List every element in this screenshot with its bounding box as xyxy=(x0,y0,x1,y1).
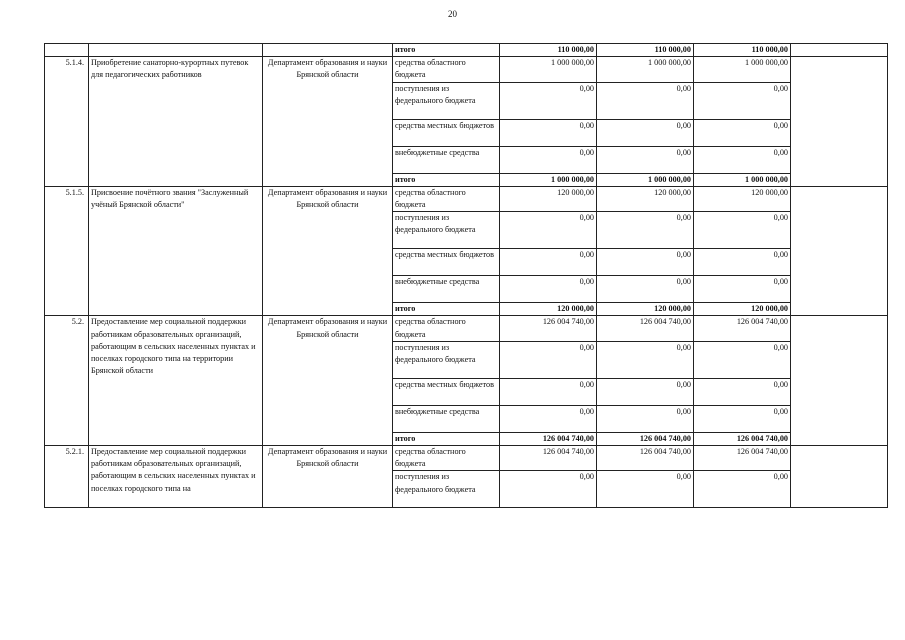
source-label: средства областного бюджета xyxy=(393,57,500,82)
table-row xyxy=(45,44,888,57)
value-cell: 0,00 xyxy=(694,82,791,119)
value-cell: 0,00 xyxy=(500,146,597,173)
value-cell: 0,00 xyxy=(694,119,791,146)
value-cell: 1 000 000,00 xyxy=(500,173,597,186)
value-cell: 120 000,00 xyxy=(694,186,791,211)
source-label: поступления из федерального бюджета xyxy=(393,82,500,119)
value-cell: 0,00 xyxy=(500,82,597,119)
item-name: Предоставление мер социальной поддержки работникам образовательных организаций, работающим в сельских населенных пунктах и поселках городского типа на xyxy=(89,446,263,508)
value-cell: 0,00 xyxy=(694,378,791,405)
value-cell: 0,00 xyxy=(500,276,597,303)
source-label: средства областного бюджета xyxy=(393,186,500,211)
department: Департамент образования и науки Брянской области xyxy=(263,186,393,316)
item-number: 5.2.1. xyxy=(45,446,89,508)
value-cell: 1 000 000,00 xyxy=(694,57,791,82)
item-name: Приобретение санаторно-курортных путевок для педагогических работников xyxy=(89,57,263,187)
item-number: 5.1.4. xyxy=(45,57,89,187)
value-cell: 1 000 000,00 xyxy=(500,57,597,82)
source-label: внебюджетные средства xyxy=(393,146,500,173)
item-name: Предоставление мер социальной поддержки работникам образовательных организаций, работающим в сельских населенных пунктах и поселках городского типа на территории Брянской области xyxy=(89,316,263,446)
value-cell: 0,00 xyxy=(597,471,694,508)
source-label: поступления из федерального бюджета xyxy=(393,341,500,378)
source-label: средства местных бюджетов xyxy=(393,378,500,405)
value-cell: 0,00 xyxy=(500,249,597,276)
value-cell: 0,00 xyxy=(500,341,597,378)
value-cell: 0,00 xyxy=(694,249,791,276)
value-cell: 0,00 xyxy=(500,405,597,432)
department: Департамент образования и науки Брянской области xyxy=(263,57,393,187)
budget-table xyxy=(44,43,888,508)
value-cell: 0,00 xyxy=(597,249,694,276)
value-cell: 0,00 xyxy=(597,341,694,378)
source-label: итого xyxy=(393,432,500,445)
source-label: итого xyxy=(393,44,500,57)
value-cell: 126 004 740,00 xyxy=(694,316,791,341)
source-label: внебюджетные средства xyxy=(393,276,500,303)
value-cell: 0,00 xyxy=(500,119,597,146)
value-cell: 0,00 xyxy=(694,471,791,508)
value-cell: 0,00 xyxy=(597,212,694,249)
value-cell: 126 004 740,00 xyxy=(694,432,791,445)
item-number: 5.2. xyxy=(45,316,89,446)
source-label: поступления из федерального бюджета xyxy=(393,471,500,508)
source-label: внебюджетные средства xyxy=(393,405,500,432)
value-cell: 126 004 740,00 xyxy=(500,316,597,341)
value-cell: 110 000,00 xyxy=(597,44,694,57)
department: Департамент образования и науки Брянской области xyxy=(263,446,393,508)
source-label: средства областного бюджета xyxy=(393,316,500,341)
source-label: средства местных бюджетов xyxy=(393,119,500,146)
value-cell: 0,00 xyxy=(597,405,694,432)
value-cell: 120 000,00 xyxy=(597,303,694,316)
value-cell: 0,00 xyxy=(597,146,694,173)
value-cell: 120 000,00 xyxy=(500,303,597,316)
value-cell: 1 000 000,00 xyxy=(597,173,694,186)
value-cell: 0,00 xyxy=(694,212,791,249)
value-cell: 126 004 740,00 xyxy=(597,316,694,341)
value-cell: 0,00 xyxy=(597,378,694,405)
value-cell: 126 004 740,00 xyxy=(694,446,791,471)
value-cell: 0,00 xyxy=(694,276,791,303)
value-cell: 0,00 xyxy=(694,405,791,432)
value-cell: 110 000,00 xyxy=(500,44,597,57)
value-cell: 0,00 xyxy=(597,82,694,119)
value-cell: 110 000,00 xyxy=(694,44,791,57)
value-cell: 0,00 xyxy=(597,276,694,303)
item-name: Присвоение почётного звания "Заслуженный учёный Брянской области" xyxy=(89,186,263,316)
value-cell: 0,00 xyxy=(500,212,597,249)
value-cell: 126 004 740,00 xyxy=(597,446,694,471)
source-label: итого xyxy=(393,173,500,186)
table-row xyxy=(45,446,888,471)
value-cell: 126 004 740,00 xyxy=(597,432,694,445)
table-row xyxy=(45,186,888,211)
table-row xyxy=(45,316,888,341)
source-label: итого xyxy=(393,303,500,316)
value-cell: 0,00 xyxy=(500,378,597,405)
source-label: средства местных бюджетов xyxy=(393,249,500,276)
value-cell: 0,00 xyxy=(694,146,791,173)
page-number: 20 xyxy=(448,9,457,19)
value-cell: 120 000,00 xyxy=(500,186,597,211)
department: Департамент образования и науки Брянской области xyxy=(263,316,393,446)
item-number: 5.1.5. xyxy=(45,186,89,316)
value-cell: 126 004 740,00 xyxy=(500,432,597,445)
value-cell: 0,00 xyxy=(694,341,791,378)
value-cell: 126 004 740,00 xyxy=(500,446,597,471)
value-cell: 1 000 000,00 xyxy=(694,173,791,186)
value-cell: 120 000,00 xyxy=(694,303,791,316)
table-row xyxy=(45,57,888,82)
value-cell: 0,00 xyxy=(597,119,694,146)
source-label: средства областного бюджета xyxy=(393,446,500,471)
value-cell: 120 000,00 xyxy=(597,186,694,211)
value-cell: 1 000 000,00 xyxy=(597,57,694,82)
value-cell: 0,00 xyxy=(500,471,597,508)
source-label: поступления из федерального бюджета xyxy=(393,212,500,249)
